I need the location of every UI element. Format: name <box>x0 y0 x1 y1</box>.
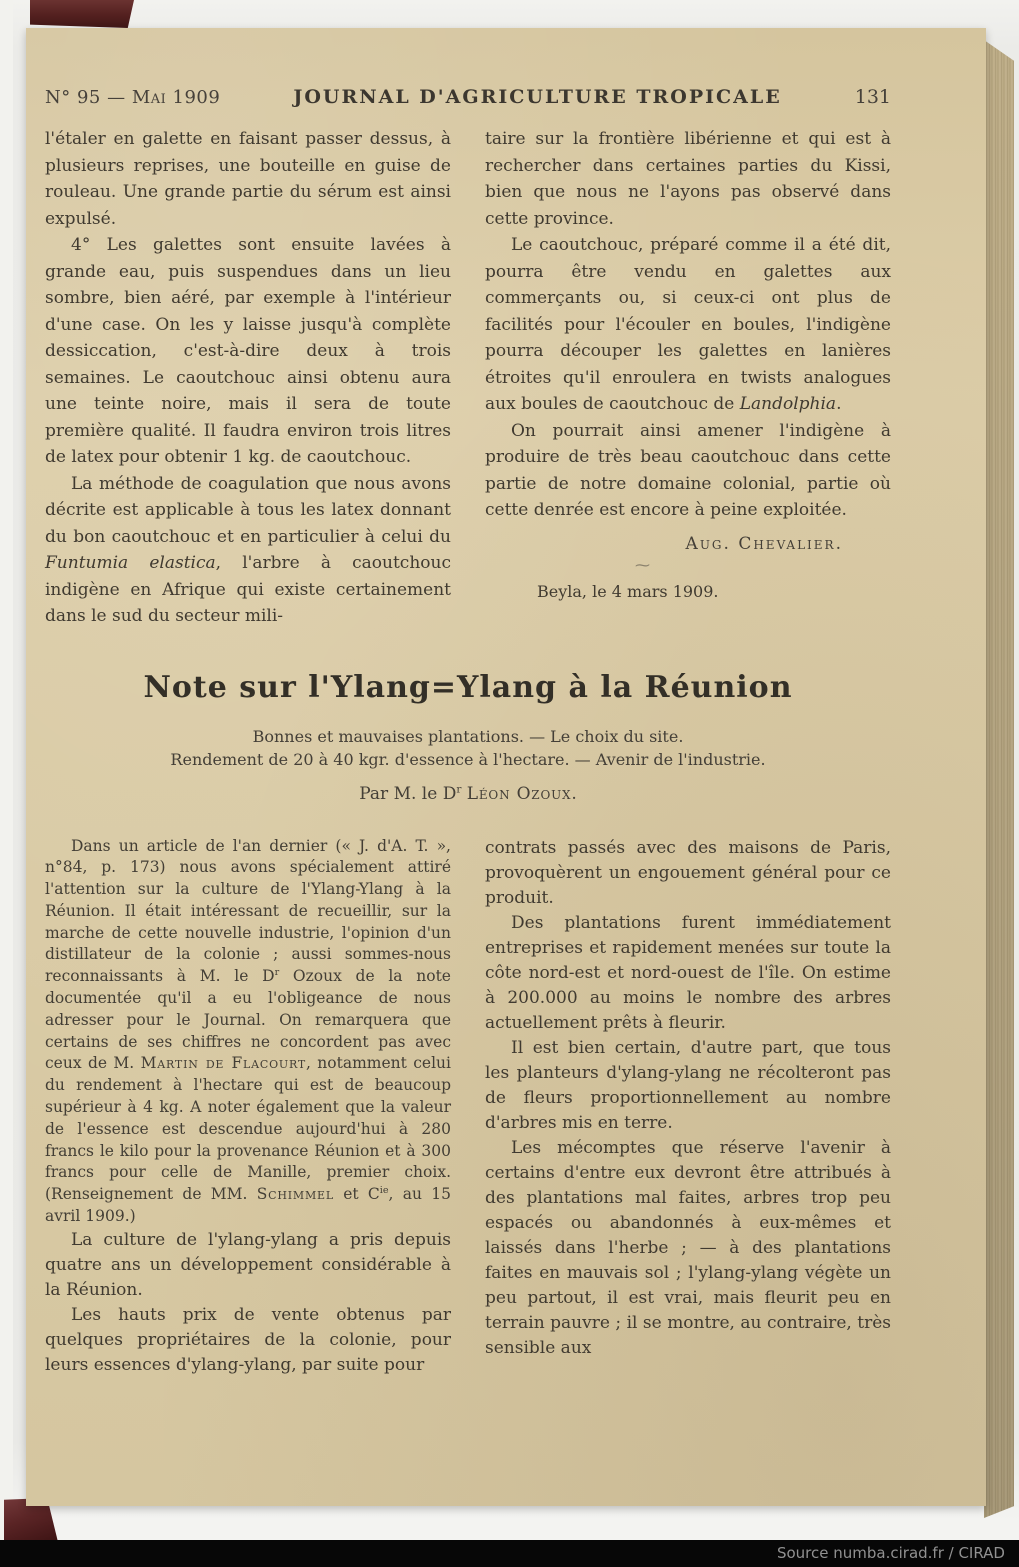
page-content <box>45 28 891 1378</box>
paragraph: Les mécomptes que réserve l'avenir à certains d'entre eux devront être attribués à des plantations mal faites, arbres trop peu espacés ou abandonnés à eux-mêmes et laissés dans l'herbe ; — à des plantations faites en mauvais sol ; l'ylang-ylang végète un peu partout, il est vrai, mais fleurit peu en terrain pauvre ; il se montre, au contraire, très sensible aux <box>485 1137 891 1358</box>
paragraph: Il est bien certain, d'autre part, que tous les planteurs d'ylang-ylang ne récolteront pas de fleurs proportionnellement au nombre d'arbres mis en terre. <box>485 1037 891 1133</box>
page-number: 131 <box>854 86 891 108</box>
article1-left-column <box>45 126 451 630</box>
paragraph: Les hauts prix de vente obtenus par quelques propriétaires de la colonie, pour leurs essences d'ylang-ylang, par suite pour <box>45 1304 451 1375</box>
paragraph: Des plantations furent immédiatement entreprises et rapidement menées sur toute la côte nord-est et nord-ouest de l'île. On estime à 200.000 au moins le nombre des arbres actuellement prêts à fleurir. <box>485 912 891 1033</box>
article-subtitle <box>45 725 891 772</box>
article2-left-column <box>45 836 451 1378</box>
book-binding-top <box>30 0 134 28</box>
source-attribution-bar <box>0 1540 1019 1567</box>
journal-page <box>26 28 986 1506</box>
paragraph: l'étaler en galette en faisant passer dessus, à plusieurs reprises, une bouteille en guise de rouleau. Une grande partie du sérum est ainsi expulsé. <box>45 129 451 229</box>
subtitle-line: Rendement de 20 à 40 kgr. d'essence à l'hectare. — Avenir de l'industrie. <box>170 750 766 769</box>
article-title: Note sur l'Ylang=Ylang à la Réunion <box>143 669 793 705</box>
article1-columns <box>45 126 891 630</box>
paragraph: contrats passés avec des maisons de Paris, provoquèrent un engouement général pour ce produit. <box>485 837 891 908</box>
article2-columns <box>45 836 891 1378</box>
dateline: Beyla, le 4 mars 1909. <box>537 581 719 601</box>
article1-right-column <box>485 126 891 630</box>
page-edge-stack <box>984 40 1014 1518</box>
flourish-mark: ⁓ <box>635 555 650 574</box>
paragraph: On pourrait ainsi amener l'indigène à produire de très beau caoutchouc dans cette partie de notre domaine colonial, partie où cette denrée est encore à peine exploitée. <box>485 420 891 520</box>
paragraph: La méthode de coagulation que nous avons décrite est applicable à tous les latex donnant du bon caoutchouc et en particulier à celui du Funtumia elastica, l'arbre à caoutchouc indigène en Afrique qui existe certainement dans le sud du secteur mili- <box>45 473 451 626</box>
paragraph: La culture de l'ylang-ylang a pris depuis quatre ans un développement considérable à la Réunion. <box>45 1229 451 1300</box>
article-byline: Par M. le $D^r$ Léon Ozoux. <box>359 782 577 804</box>
subtitle-line: Bonnes et mauvaises plantations. — Le choix du site. <box>252 726 684 746</box>
journal-header <box>45 86 891 108</box>
article2-right-column <box>485 836 891 1378</box>
editorial-note: Dans un article de l'an dernier (« J. d'A. T. », n°84, p. 173) nous avons spécialement attiré l'attention sur la culture de l'Ylang-Ylang à la Réunion. Il était intéressant de recueillir, sur la marche de cette nouvelle industrie, l'opinion d'un distillateur de la colonie ; aussi sommes-nous reconnaissants à M. le $D^r$ Ozoux de la note documentée qu'il a eu l'obligeance de nous adresser pour le Journal. On remarquera que certains de ses chiffres ne concordent pas avec ceux de M. Martin de Flacourt, notamment celui du rendement à l'hectare qui est de beaucoup supérieur à 4 kg. A noter également que la valeur de l'essence est descendue aujourd'hui à 280 francs le kilo pour la provenance Réunion et à 300 francs pour celle de Manille, premier choix. (Renseignement de MM. Schimmel et $C^{ie}$, au 15 avril 1909.) <box>45 836 451 1226</box>
paragraph: taire sur la frontière libérienne et qui est à rechercher dans certaines parties du Kissi, bien que nous ne l'ayons pas observé dans cette province. <box>485 129 891 229</box>
scanner-background-strip <box>0 0 13 1567</box>
paragraph: 4° Les galettes sont ensuite lavées à grande eau, puis suspendues dans un lieu sombre, bien aéré, par exemple à l'intérieur d'une case. On les y laisse jusqu'à complète dessiccation, c'est-à-dire deux à trois semaines. Le caoutchouc ainsi obtenu aura une teinte noire, mais il sera de toute première qualité. Il faudra environ trois litres de latex pour obtenir 1 kg. de caoutchouc. <box>45 235 451 467</box>
author-signature: Aug. Chevalier. <box>685 533 843 554</box>
article2-heading <box>45 670 891 804</box>
issue-label: N° 95 — Mai 1909 <box>45 87 221 108</box>
source-attribution-text: Source numba.cirad.fr / CIRAD <box>776 1544 1005 1562</box>
journal-title: JOURNAL D'AGRICULTURE TROPICALE <box>293 86 782 108</box>
paragraph: Le caoutchouc, préparé comme il a été dit, pourra être vendu en galettes aux commerçants ou, si ceux-ci ont plus de facilités pour l'écouler en boules, l'indigène pourra découper les galettes en lanières étroites qu'il enroulera en twists analogues aux boules de caoutchouc de Landolphia. <box>485 235 891 414</box>
